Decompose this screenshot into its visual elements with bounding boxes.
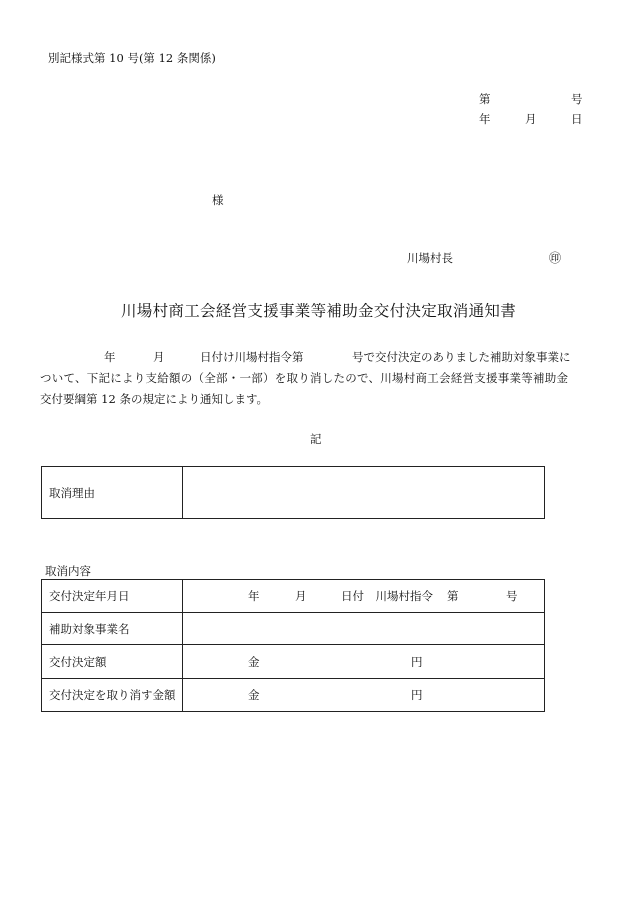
recipient-sama: 様: [212, 193, 224, 207]
date-go: 号: [506, 589, 518, 603]
date-year: 年: [248, 589, 260, 603]
body-line-3: 交付要綱第 12 条の規定により通知します。: [40, 392, 269, 406]
ki-mark: 記: [310, 432, 322, 446]
reason-value-cell[interactable]: [183, 467, 545, 519]
form-number: 別記様式第 10 号(第 12 条関係): [48, 51, 216, 65]
cancel-amount-kin: 金: [248, 688, 260, 702]
content-heading: 取消内容: [45, 564, 91, 578]
content-row-date: [42, 580, 545, 613]
doc-date-month: 月: [525, 112, 537, 126]
doc-date-year: 年: [479, 112, 491, 126]
content-row-amount: [42, 645, 545, 679]
doc-date-day: 日: [571, 112, 583, 126]
cancel-amount-yen: 円: [411, 688, 423, 702]
content-value-date[interactable]: [183, 580, 545, 613]
body-day-ref: 日付け川場村指令第: [200, 350, 304, 364]
date-dai: 第: [447, 589, 459, 603]
content-label-project: 補助対象事業名: [42, 613, 183, 645]
amount-kin: 金: [248, 654, 260, 669]
content-label-cancel-amount: 交付決定を取り消す金額: [42, 679, 183, 712]
date-day-ref: 日付 川場村指令: [341, 589, 433, 603]
content-value-project[interactable]: [183, 613, 545, 645]
doc-number-dai: 第: [479, 92, 491, 106]
body-month: 月: [153, 350, 165, 364]
content-row-project: [42, 613, 545, 645]
content-value-cancel-amount[interactable]: [183, 679, 545, 712]
sender-name: 川場村長: [407, 251, 453, 265]
seal-mark: ㊞: [549, 251, 562, 265]
reason-label: 取消理由: [42, 467, 183, 519]
content-label-date: 交付決定年月日: [42, 580, 183, 613]
content-value-amount[interactable]: [183, 645, 545, 679]
date-month: 月: [295, 589, 307, 603]
body-line-2: ついて、下記により支給額の（全部・一部）を取り消したので、川場村商工会経営支援事業等補助金: [40, 371, 569, 385]
document-title: 川場村商工会経営支援事業等補助金交付決定取消通知書: [121, 302, 517, 320]
content-table: [41, 579, 545, 712]
content-label-amount: 交付決定額: [42, 645, 183, 679]
content-row-cancel-amount: [42, 679, 545, 712]
amount-yen: 円: [411, 654, 423, 669]
reason-table: [41, 466, 545, 519]
body-go-rest: 号で交付決定のありました補助対象事業に: [352, 350, 571, 364]
body-year: 年: [104, 350, 116, 364]
doc-number-go: 号: [571, 92, 583, 106]
